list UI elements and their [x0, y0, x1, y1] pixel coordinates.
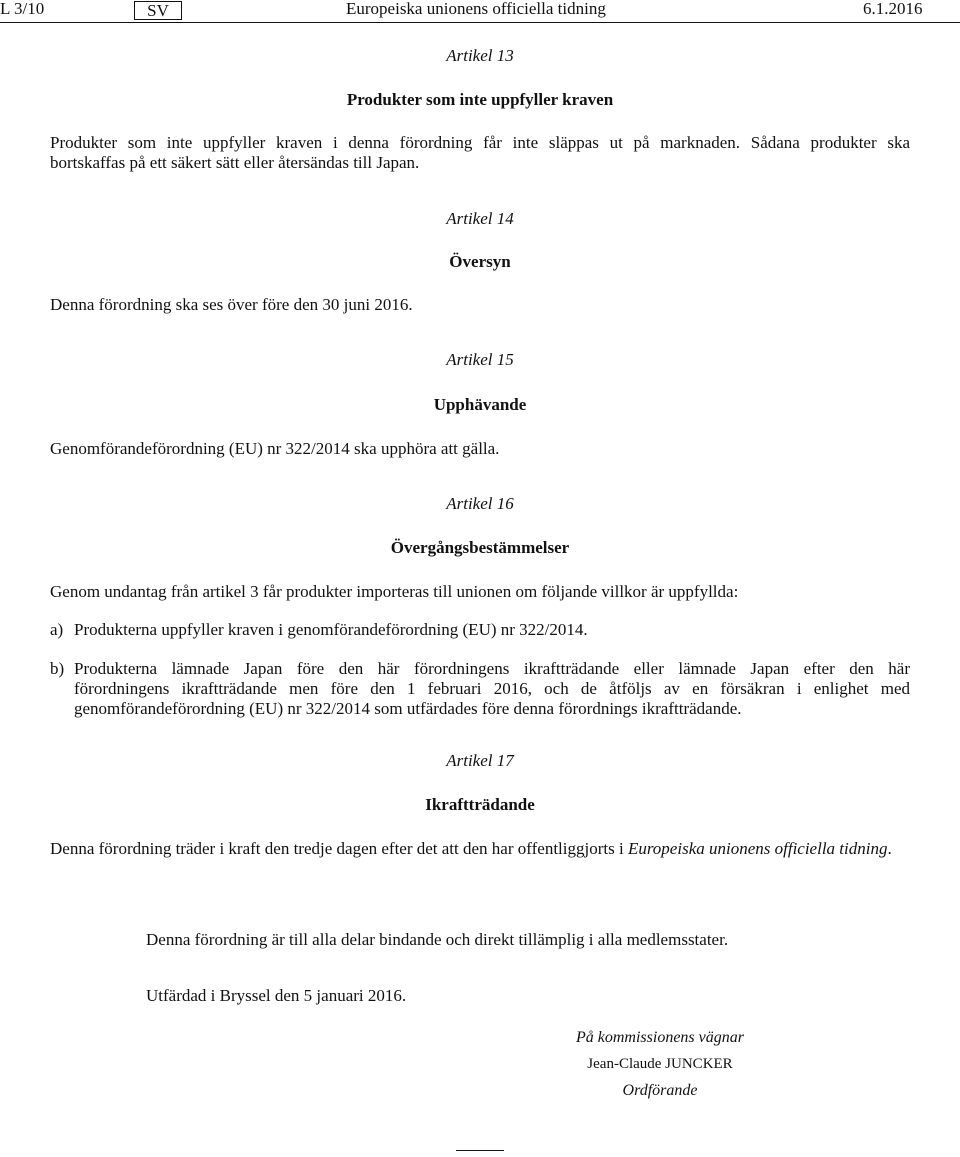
article-16-label: Artikel 16	[446, 494, 514, 513]
article-15-text: Genomförandeförordning (EU) nr 322/2014 ska upphöra att gälla.	[50, 439, 500, 458]
signatory-name: Jean-Claude JUNCKER	[587, 1056, 733, 1072]
article-14-title: Översyn	[449, 252, 511, 271]
article-17-text	[50, 839, 910, 859]
signature-on-behalf: På kommissionens vägnar	[576, 1029, 744, 1046]
article-17-text-end: .	[887, 839, 892, 858]
place-and-date: Utfärdad i Bryssel den 5 januari 2016.	[146, 986, 407, 1005]
article-13-label: Artikel 13	[446, 46, 514, 65]
list-item	[0, 620, 960, 640]
list-item-label: b)	[50, 659, 65, 678]
article-14-label: Artikel 14	[446, 209, 514, 228]
list-item-label: a)	[50, 620, 64, 639]
language-code: SV	[134, 1, 182, 20]
article-17-text-main: Denna förordning träder i kraft den tredje dagen efter det att den har offentliggjorts i	[50, 839, 628, 858]
article-13-text-line-1: Produkter som inte uppfyller kraven i denna förordning får inte släppas ut på marknaden. Sådana produkter ska	[50, 133, 910, 152]
list-item-text-line-1: Produkterna lämnade Japan före den här förordningens ikraftträdande eller lämnade Japan efter den här	[74, 659, 910, 678]
article-13-text-line-2: bortskaffas på ett säkert sätt eller återsändas till Japan.	[50, 153, 420, 172]
article-16-intro: Genom undantag från artikel 3 får produkter importeras till unionen om följande villkor är uppfyllda:	[50, 582, 739, 601]
journal-title: Europeiska unionens officiella tidning	[346, 0, 606, 18]
article-13-title: Produkter som inte uppfyller kraven	[346, 90, 614, 109]
article-17-label: Artikel 17	[446, 751, 514, 770]
article-17-title: Ikraftträdande	[425, 795, 535, 814]
article-14-text: Denna förordning ska ses över före den 30 juni 2016.	[50, 295, 413, 314]
publication-date: 6.1.2016	[863, 0, 923, 18]
article-15-label: Artikel 15	[446, 350, 514, 369]
header-divider	[0, 22, 960, 23]
journal-reference: Europeiska unionens officiella tidning	[627, 839, 888, 858]
page-reference: L 3/10	[0, 0, 45, 18]
article-16-title: Övergångsbestämmelser	[390, 538, 570, 557]
end-divider	[456, 1150, 504, 1151]
list-item-text: Produkterna uppfyller kraven i genomförandeförordning (EU) nr 322/2014.	[74, 620, 588, 639]
list-item-text-line-3: genomförandeförordning (EU) nr 322/2014 som utfärdades före denna förordnings ikraftträdande.	[74, 699, 742, 718]
article-15-title: Upphävande	[433, 395, 527, 414]
list-item-text-line-2: förordningens ikraftträdande men före den 1 februari 2016, och de åtföljs av en försäkran i enlighet med	[74, 679, 910, 698]
list-item	[0, 659, 960, 719]
binding-statement: Denna förordning är till alla delar bindande och direkt tillämplig i alla medlemsstater.	[146, 930, 729, 949]
signatory-role: Ordförande	[622, 1082, 698, 1099]
